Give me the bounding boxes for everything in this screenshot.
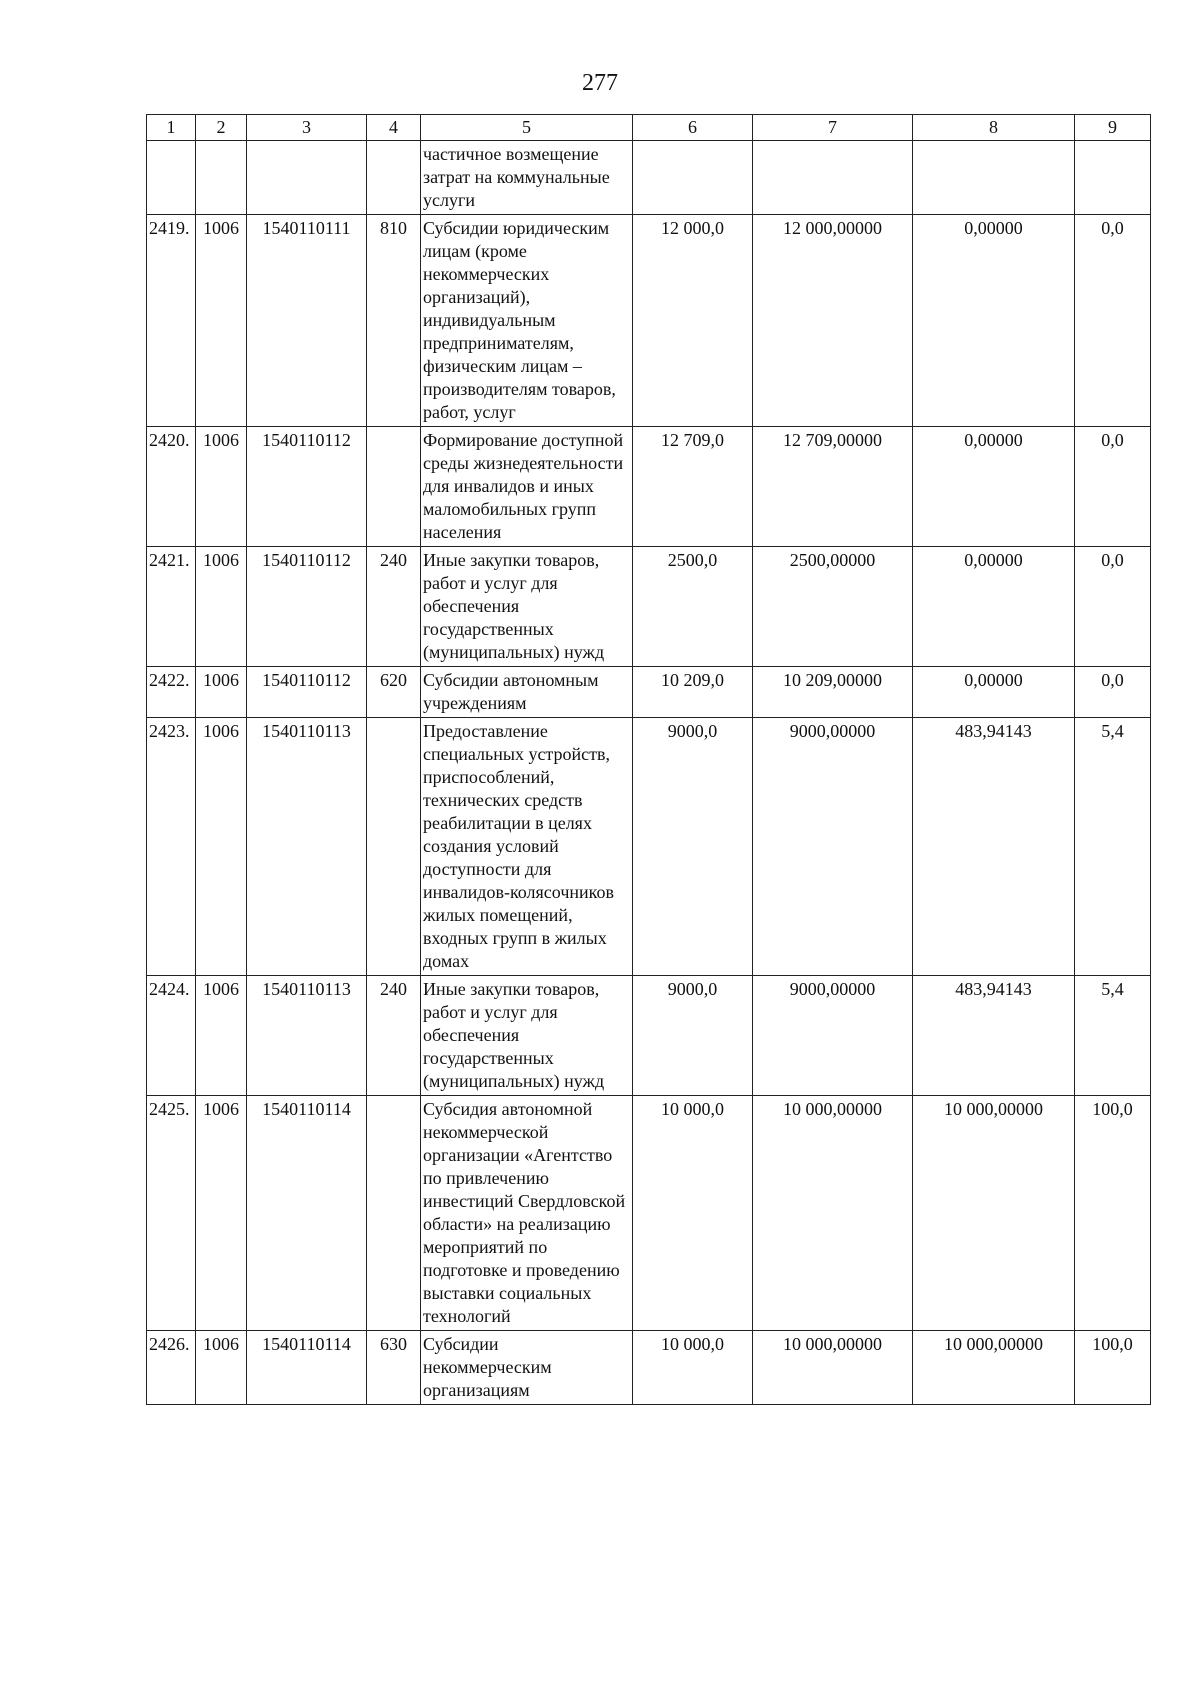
expense-type-cell: 810 (367, 215, 421, 427)
execution-percent-cell: 5,4 (1075, 976, 1151, 1096)
planned-amount-cell (633, 141, 753, 215)
description-cell: Иные закупки товаров, работ и услуг для обеспечения государственных (муниципальных) нужд (421, 547, 633, 667)
column-header: 7 (753, 115, 913, 141)
row-number-cell: 2420. (147, 427, 196, 547)
executed-amount-cell: 483,94143 (913, 718, 1075, 976)
table-row (147, 141, 1151, 215)
executed-amount-cell: 0,00000 (913, 547, 1075, 667)
row-number-cell: 2425. (147, 1096, 196, 1331)
expense-type-cell (367, 1096, 421, 1331)
section-code-cell: 1006 (196, 547, 247, 667)
approved-amount-cell: 12 709,00000 (753, 427, 913, 547)
planned-amount-cell: 2500,0 (633, 547, 753, 667)
section-code-cell: 1006 (196, 718, 247, 976)
column-header: 9 (1075, 115, 1151, 141)
description-cell: Предоставление специальных устройств, приспособлений, технических средств реабилитации в целях создания условий доступности для инвалидов-колясочников жилых помещений, входных групп в жилых домах (421, 718, 633, 976)
target-item-cell: 1540110112 (247, 427, 367, 547)
planned-amount-cell: 12 709,0 (633, 427, 753, 547)
section-code-cell (196, 141, 247, 215)
table-row (147, 667, 1151, 718)
approved-amount-cell: 9000,00000 (753, 718, 913, 976)
execution-percent-cell: 0,0 (1075, 427, 1151, 547)
approved-amount-cell: 10 209,00000 (753, 667, 913, 718)
description-cell: Субсидия автономной некоммерческой организации «Агентство по привлечению инвестиций Свердловской области» на реализацию мероприятий по подготовке и проведению выставки социальных технологий (421, 1096, 633, 1331)
column-header: 6 (633, 115, 753, 141)
executed-amount-cell: 0,00000 (913, 667, 1075, 718)
executed-amount-cell: 483,94143 (913, 976, 1075, 1096)
target-item-cell: 1540110114 (247, 1096, 367, 1331)
section-code-cell: 1006 (196, 427, 247, 547)
approved-amount-cell: 10 000,00000 (753, 1096, 913, 1331)
description-cell: Иные закупки товаров, работ и услуг для обеспечения государственных (муниципальных) нужд (421, 976, 633, 1096)
table-row (147, 1096, 1151, 1331)
column-header: 1 (147, 115, 196, 141)
planned-amount-cell: 10 000,0 (633, 1331, 753, 1405)
expense-type-cell: 620 (367, 667, 421, 718)
table-row (147, 718, 1151, 976)
approved-amount-cell: 2500,00000 (753, 547, 913, 667)
approved-amount-cell: 10 000,00000 (753, 1331, 913, 1405)
planned-amount-cell: 12 000,0 (633, 215, 753, 427)
planned-amount-cell: 9000,0 (633, 976, 753, 1096)
header-row (147, 115, 1151, 141)
table-body (147, 141, 1151, 1405)
planned-amount-cell: 10 209,0 (633, 667, 753, 718)
description-cell: Субсидии юридическим лицам (кроме некоммерческих организаций), индивидуальным предпринимателям, физическим лицам – производителям товаров, работ, услуг (421, 215, 633, 427)
executed-amount-cell (913, 141, 1075, 215)
target-item-cell: 1540110113 (247, 976, 367, 1096)
execution-percent-cell: 0,0 (1075, 667, 1151, 718)
target-item-cell: 1540110112 (247, 547, 367, 667)
expense-type-cell: 630 (367, 1331, 421, 1405)
expense-type-cell: 240 (367, 547, 421, 667)
approved-amount-cell: 12 000,00000 (753, 215, 913, 427)
section-code-cell: 1006 (196, 215, 247, 427)
table-row (147, 1331, 1151, 1405)
expense-type-cell (367, 718, 421, 976)
section-code-cell: 1006 (196, 667, 247, 718)
expense-type-cell (367, 427, 421, 547)
section-code-cell: 1006 (196, 1331, 247, 1405)
target-item-cell: 1540110111 (247, 215, 367, 427)
page-number: 277 (582, 70, 618, 96)
column-header: 2 (196, 115, 247, 141)
table-row (147, 427, 1151, 547)
executed-amount-cell: 10 000,00000 (913, 1096, 1075, 1331)
description-cell: Формирование доступной среды жизнедеятельности для инвалидов и иных маломобильных групп населения (421, 427, 633, 547)
table-row (147, 215, 1151, 427)
approved-amount-cell: 9000,00000 (753, 976, 913, 1096)
target-item-cell: 1540110113 (247, 718, 367, 976)
row-number-cell (147, 141, 196, 215)
target-item-cell: 1540110114 (247, 1331, 367, 1405)
row-number-cell: 2423. (147, 718, 196, 976)
target-item-cell (247, 141, 367, 215)
executed-amount-cell: 10 000,00000 (913, 1331, 1075, 1405)
description-cell: Субсидии некоммерческим организациям (421, 1331, 633, 1405)
execution-percent-cell (1075, 141, 1151, 215)
row-number-cell: 2419. (147, 215, 196, 427)
column-header: 5 (421, 115, 633, 141)
execution-percent-cell: 0,0 (1075, 215, 1151, 427)
table-row (147, 976, 1151, 1096)
column-header: 8 (913, 115, 1075, 141)
description-cell: Субсидии автономным учреждениям (421, 667, 633, 718)
budget-table (146, 114, 1151, 1405)
row-number-cell: 2426. (147, 1331, 196, 1405)
section-code-cell: 1006 (196, 976, 247, 1096)
executed-amount-cell: 0,00000 (913, 215, 1075, 427)
section-code-cell: 1006 (196, 1096, 247, 1331)
planned-amount-cell: 9000,0 (633, 718, 753, 976)
execution-percent-cell: 100,0 (1075, 1096, 1151, 1331)
column-header: 4 (367, 115, 421, 141)
expense-type-cell: 240 (367, 976, 421, 1096)
approved-amount-cell (753, 141, 913, 215)
row-number-cell: 2421. (147, 547, 196, 667)
executed-amount-cell: 0,00000 (913, 427, 1075, 547)
planned-amount-cell: 10 000,0 (633, 1096, 753, 1331)
target-item-cell: 1540110112 (247, 667, 367, 718)
row-number-cell: 2422. (147, 667, 196, 718)
table-row (147, 547, 1151, 667)
execution-percent-cell: 0,0 (1075, 547, 1151, 667)
row-number-cell: 2424. (147, 976, 196, 1096)
expense-type-cell (367, 141, 421, 215)
column-header: 3 (247, 115, 367, 141)
execution-percent-cell: 5,4 (1075, 718, 1151, 976)
description-cell: частичное возмещение затрат на коммунальные услуги (421, 141, 633, 215)
execution-percent-cell: 100,0 (1075, 1331, 1151, 1405)
